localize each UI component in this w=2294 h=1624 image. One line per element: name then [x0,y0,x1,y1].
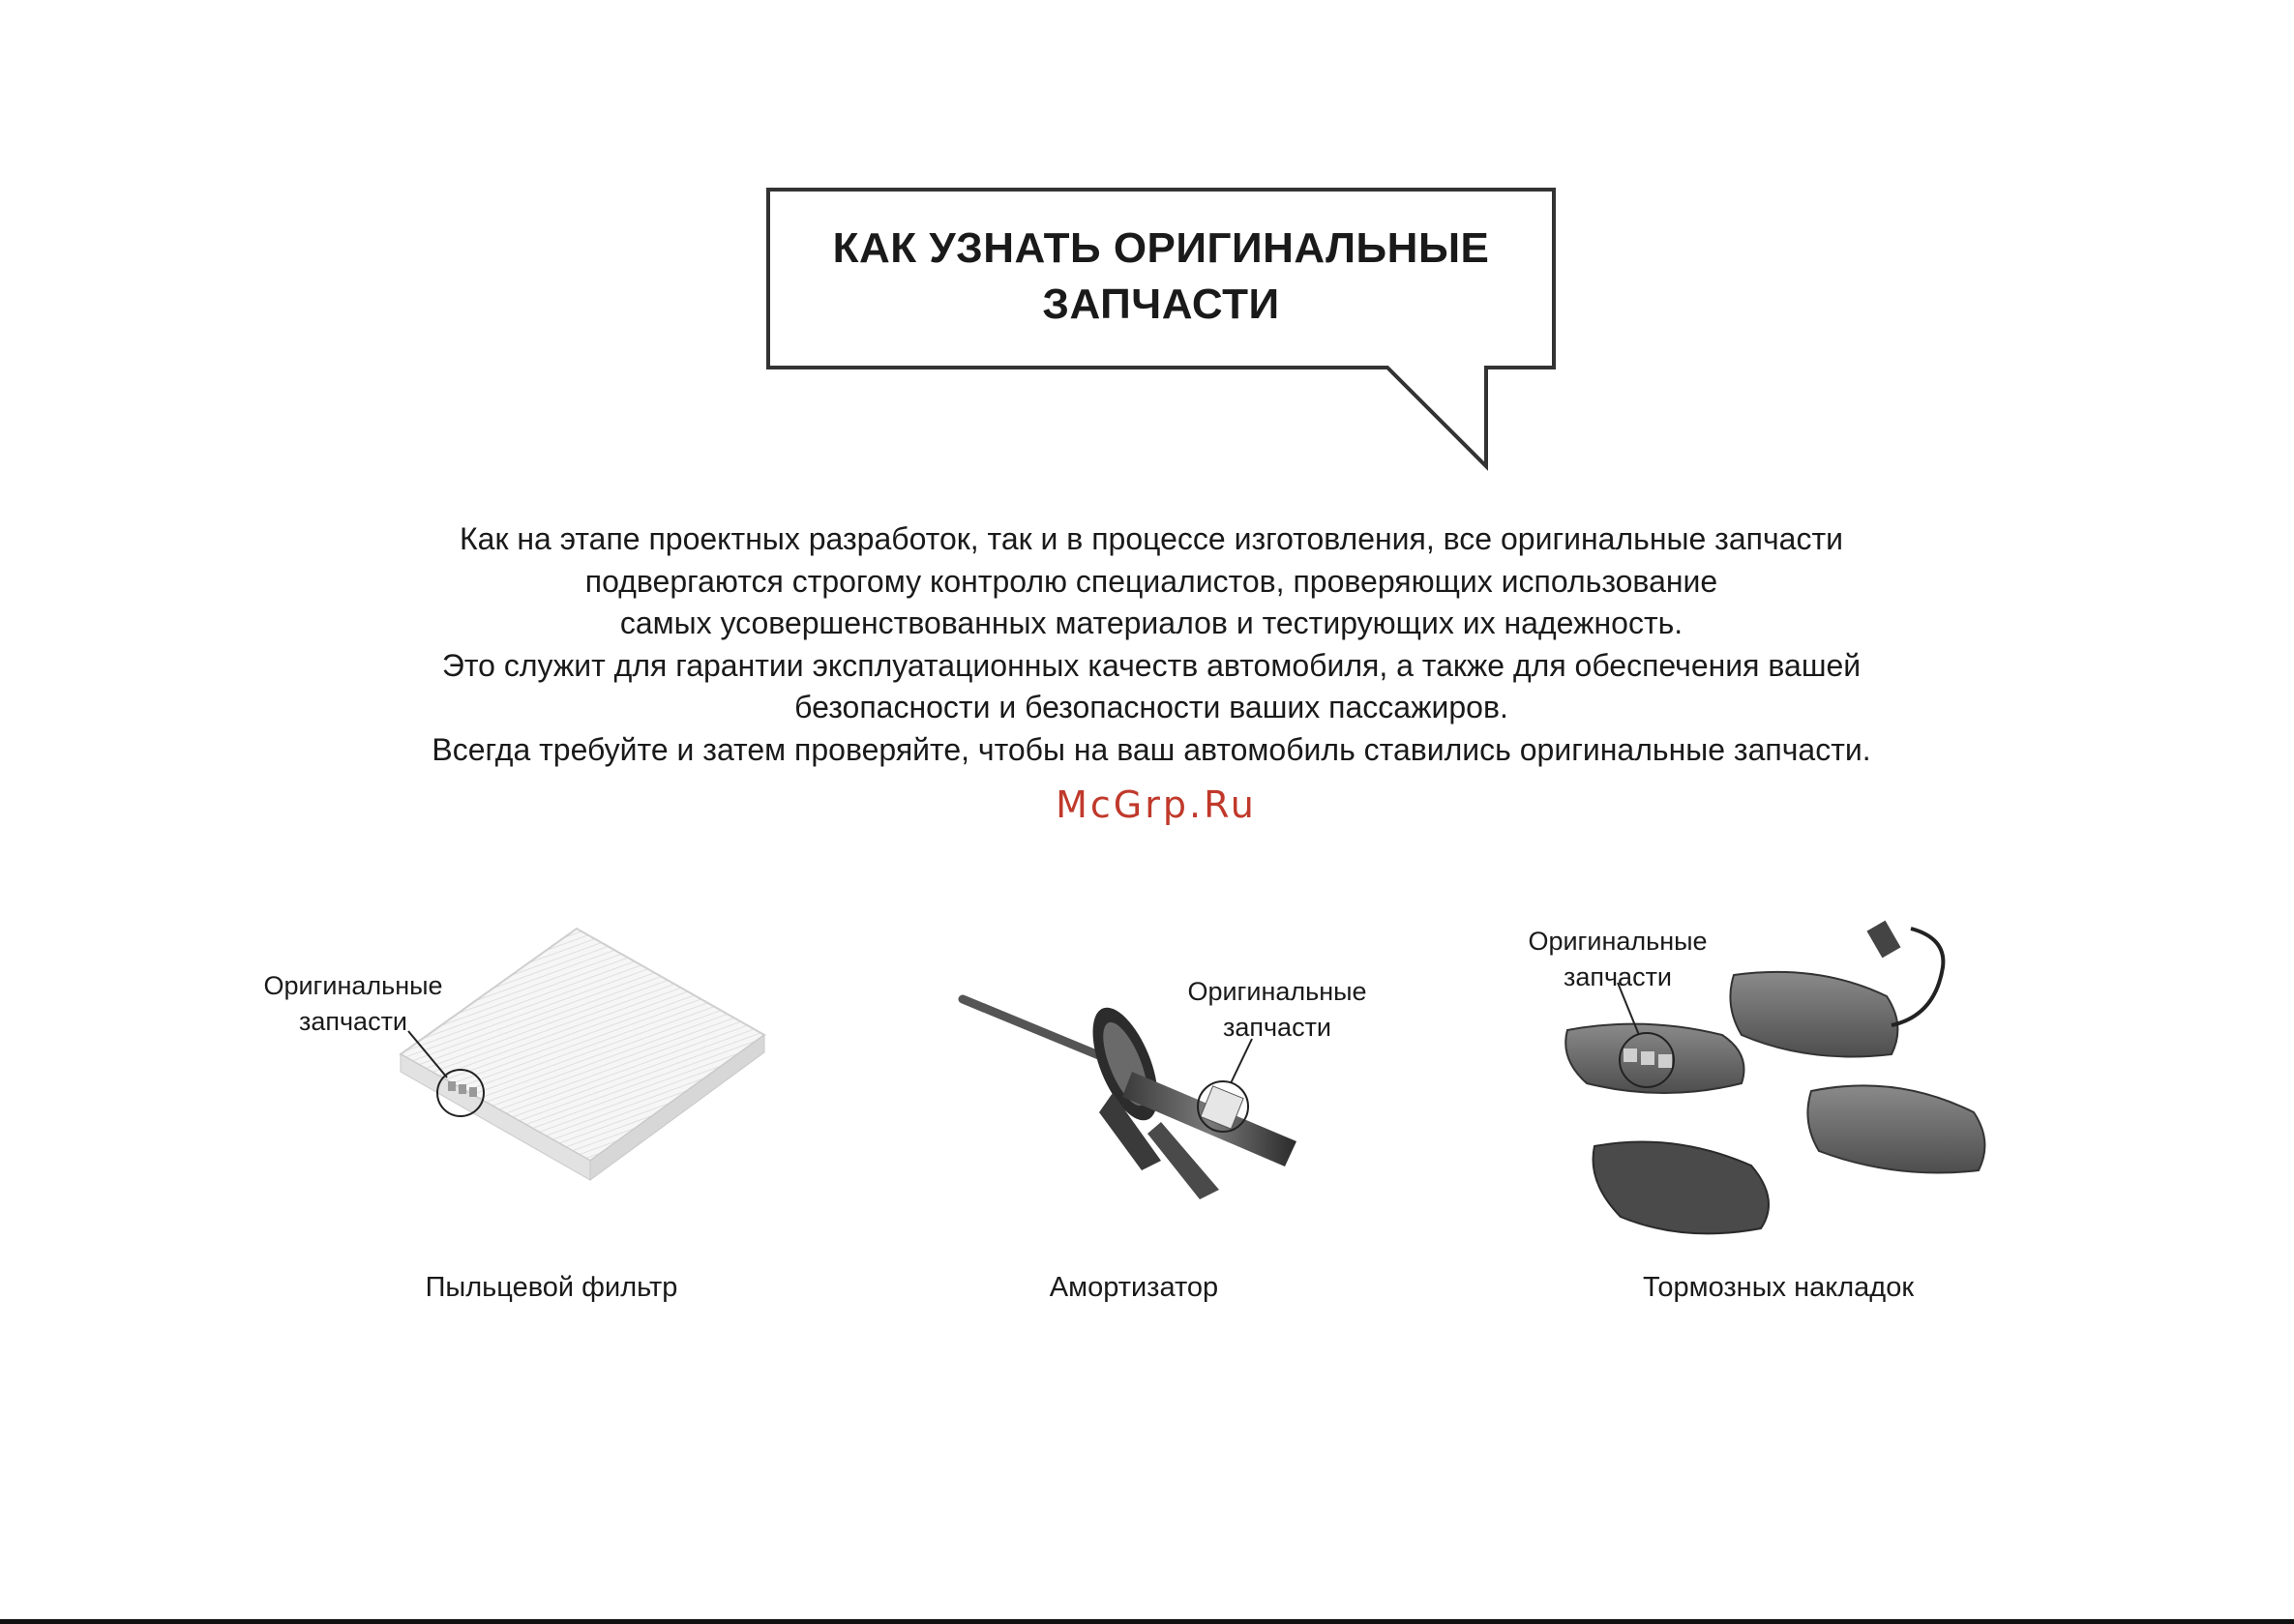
callout-shock-line-1: Оригинальные [1187,977,1367,1006]
intro-line-6: Всегда требуйте и затем проверяйте, чтобы на ваш автомобиль ставились оригинальные запчасти. [432,731,1871,767]
caption-filter: Пыльцевой фильтр [425,1272,678,1303]
callout-filter-line-2: запчасти [298,1007,408,1036]
watermark-text: McGrp.Ru [1056,783,1257,826]
callout-filter-line-1: Оригинальные [263,971,443,1000]
callout-brake [1506,924,1729,995]
intro-line-3: самых усовершенствованных материалов и тестирующих их надежность. [619,605,1683,640]
callout-brake-line-1: Оригинальные [1528,927,1708,956]
intro-line-2: подвергаются строгому контролю специалистов, проверяющих использование [584,563,1718,599]
callout-brake-line-2: запчасти [1563,962,1673,991]
intro-line-1: Как на этапе проектных разработок, так и в процессе изготовления, все оригинальные запчасти [460,521,1843,556]
caption-shock: Амортизатор [1049,1272,1219,1303]
bottom-rule [0,1619,2294,1624]
intro-line-4: Это служит для гарантии эксплуатационных качеств автомобиля, а также для обеспечения вашей [441,647,1862,683]
cabin-filter-image [401,929,764,1180]
intro-line-5: безопасности и безопасности ваших пассажиров. [794,690,1508,724]
callout-shock-line-2: запчасти [1222,1013,1332,1042]
callout-filter [242,968,464,1040]
title-line-2: ЗАПЧАСТИ [1042,281,1280,328]
title-line-1: КАК УЗНАТЬ ОРИГИНАЛЬНЫЕ [832,224,1490,272]
caption-brake: Тормозных накладок [1642,1272,1915,1303]
callout-shock [1166,974,1388,1046]
